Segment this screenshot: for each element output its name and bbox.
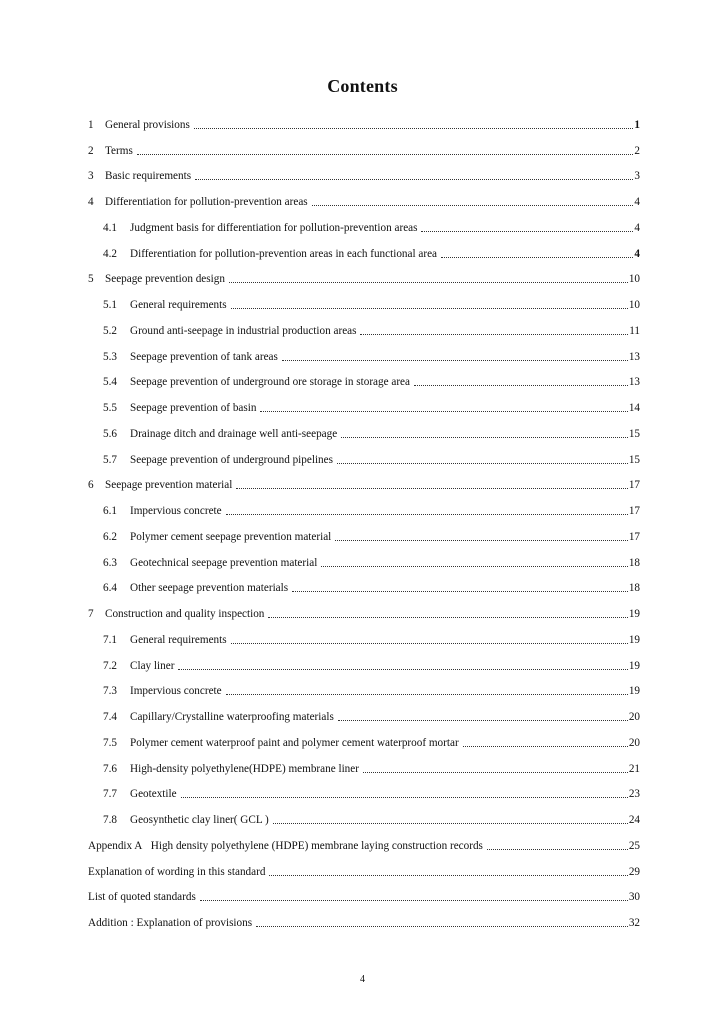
toc-entry-page: 13 [628, 350, 640, 363]
toc-entry[interactable] [88, 158, 640, 184]
toc-entry-page: 20 [628, 711, 640, 723]
toc-entry-label: Differentiation for pollution-prevention areas [105, 196, 308, 208]
dot-leader [178, 669, 627, 670]
toc-entry[interactable] [88, 312, 640, 338]
toc-entry[interactable] [88, 879, 640, 905]
toc-entry-label: Seepage prevention of underground ore storage in storage area [130, 376, 410, 389]
toc-entry-page: 11 [629, 324, 640, 337]
toc-entry-label: Drainage ditch and drainage well anti-seepage [130, 427, 338, 440]
toc-entry-label: High-density polyethylene(HDPE) membrane liner [130, 762, 359, 775]
table-of-contents [88, 106, 640, 930]
toc-entry[interactable] [88, 853, 640, 879]
toc-entry-page: 17 [628, 479, 640, 492]
toc-entry-page: 19 [628, 633, 640, 646]
dot-leader [414, 385, 628, 386]
toc-entry[interactable] [88, 724, 640, 750]
toc-entry[interactable] [88, 595, 640, 621]
toc-entry-page: 13 [628, 376, 640, 389]
toc-entry-number: 4 [88, 196, 94, 208]
toc-entry-page: 15 [628, 453, 640, 466]
dot-leader [363, 772, 628, 773]
toc-entry-page: 14 [628, 402, 640, 414]
dot-leader [338, 720, 628, 721]
dot-leader [273, 823, 628, 824]
toc-entry-label: Seepage prevention of basin [130, 402, 257, 414]
toc-entry-page: 32 [628, 917, 640, 929]
toc-entry[interactable] [88, 106, 640, 132]
dot-leader [268, 617, 627, 618]
toc-entry-label: Polymer cement seepage prevention material [130, 530, 332, 543]
toc-entry[interactable] [88, 364, 640, 390]
toc-entry[interactable] [88, 235, 640, 261]
toc-entry[interactable] [88, 750, 640, 776]
toc-entry[interactable] [88, 673, 640, 699]
dot-leader [194, 128, 634, 129]
dot-leader [231, 643, 628, 644]
dot-leader [421, 231, 633, 232]
dot-leader [195, 179, 633, 180]
toc-entry-page: 10 [628, 299, 640, 311]
toc-entry-label: Differentiation for pollution-prevention areas in each functional area [130, 247, 438, 260]
toc-entry-label: Clay liner [130, 659, 175, 672]
toc-entry-page: 4 [634, 221, 640, 234]
toc-entry-label: Seepage prevention material [105, 479, 233, 492]
dot-leader [441, 257, 633, 258]
toc-entry-label: Geosynthetic clay liner( GCL ) [130, 814, 269, 826]
toc-entry-page: 4 [634, 247, 640, 260]
toc-entry-label: Impervious concrete [130, 505, 222, 517]
toc-entry-label: Basic requirements [105, 170, 192, 183]
toc-entry[interactable] [88, 544, 640, 570]
dot-leader [137, 154, 634, 155]
dot-leader [337, 463, 628, 464]
toc-entry-label: Judgment basis for differentiation for pollution-prevention areas [130, 221, 418, 234]
toc-entry[interactable] [88, 209, 640, 235]
toc-entry-page: 30 [628, 891, 640, 904]
page-number: 4 [360, 974, 365, 985]
toc-entry-label: Geotechnical seepage prevention material [130, 556, 318, 569]
page-title: Contents [327, 76, 398, 96]
toc-entry-page: 1 [634, 118, 640, 131]
toc-entry-number: 6.2 [103, 530, 117, 543]
dot-leader [360, 334, 628, 335]
toc-entry-page: 19 [628, 608, 640, 620]
toc-entry-number: 3 [88, 170, 94, 183]
toc-entry[interactable] [88, 492, 640, 518]
toc-entry-label: Appendix A High density polyethylene (HDPE) membrane laying construction records [88, 839, 483, 852]
toc-entry-number: 6.1 [103, 505, 117, 517]
toc-entry-label: Construction and quality inspection [105, 608, 265, 620]
toc-entry[interactable] [88, 132, 640, 158]
toc-entry[interactable] [88, 286, 640, 312]
toc-entry-label: Terms [105, 144, 133, 157]
toc-entry[interactable] [88, 338, 640, 364]
toc-entry-label: Addition : Explanation of provisions [88, 917, 253, 929]
toc-entry-number: 1 [88, 118, 94, 131]
toc-entry-number: 7.6 [103, 762, 117, 775]
toc-entry-number: 7.2 [103, 659, 117, 672]
toc-entry-label: Ground anti-seepage in industrial production areas [130, 324, 357, 337]
toc-entry-number: 5.3 [103, 350, 117, 363]
toc-entry-page: 2 [634, 144, 640, 157]
toc-entry-page: 3 [634, 170, 640, 183]
toc-entry-page: 4 [634, 196, 640, 208]
toc-entry-number: 5.7 [103, 453, 117, 466]
toc-entry-page: 17 [628, 505, 640, 517]
toc-entry-number: 5.4 [103, 376, 117, 389]
toc-entry-number: 5.1 [103, 299, 117, 311]
toc-entry-page: 20 [628, 736, 640, 749]
toc-entry[interactable] [88, 647, 640, 673]
toc-entry-page: 29 [628, 865, 640, 878]
toc-entry-number: 7.4 [103, 711, 117, 723]
toc-entry-label: Polymer cement waterproof paint and polymer cement waterproof mortar [130, 736, 459, 749]
toc-entry-label: General requirements [130, 299, 227, 311]
toc-entry-number: 6.3 [103, 556, 117, 569]
toc-entry-number: 6.4 [103, 582, 117, 595]
dot-leader [181, 797, 628, 798]
toc-entry-page: 24 [628, 814, 640, 826]
toc-entry-number: 7.8 [103, 814, 117, 826]
dot-leader [226, 514, 628, 515]
toc-entry-label: Other seepage prevention materials [130, 582, 289, 595]
toc-entry[interactable] [88, 518, 640, 544]
dot-leader [260, 411, 627, 412]
toc-entry-label: Seepage prevention of underground pipelines [130, 453, 333, 466]
dot-leader [321, 566, 628, 567]
dot-leader [341, 437, 628, 438]
toc-entry-number: 2 [88, 144, 94, 157]
toc-entry-label: Capillary/Crystalline waterproofing materials [130, 711, 334, 723]
toc-entry-number: 7.3 [103, 685, 117, 698]
toc-entry[interactable] [88, 776, 640, 802]
toc-entry-page: 17 [628, 530, 640, 543]
dot-leader [463, 746, 628, 747]
toc-entry-number: 7.7 [103, 788, 117, 801]
toc-entry-page: 18 [628, 556, 640, 569]
toc-entry[interactable] [88, 801, 640, 827]
toc-entry-number: 5.5 [103, 402, 117, 414]
dot-leader [256, 926, 628, 927]
toc-entry[interactable] [88, 467, 640, 493]
toc-entry-page: 19 [628, 659, 640, 672]
toc-entry-label: Geotextile [130, 788, 177, 801]
dot-leader [236, 488, 627, 489]
toc-entry-page: 18 [628, 582, 640, 595]
toc-entry-page: 15 [628, 427, 640, 440]
dot-leader [487, 849, 628, 850]
toc-entry-page: 25 [628, 839, 640, 852]
toc-entry[interactable] [88, 570, 640, 596]
toc-entry-label: General provisions [105, 118, 190, 131]
dot-leader [335, 540, 628, 541]
toc-entry-number: 5.2 [103, 324, 117, 337]
toc-entry-label: Explanation of wording in this standard [88, 865, 266, 878]
toc-entry[interactable] [88, 904, 640, 930]
toc-entry-number: 7.1 [103, 633, 117, 646]
dot-leader [292, 591, 628, 592]
dot-leader [229, 282, 628, 283]
dot-leader [231, 308, 628, 309]
toc-entry-number: 7 [88, 608, 94, 620]
toc-entry-label: Impervious concrete [130, 685, 222, 698]
toc-entry-label: List of quoted standards [88, 891, 196, 904]
toc-entry-number: 5 [88, 273, 94, 286]
toc-entry[interactable] [88, 415, 640, 441]
toc-entry[interactable] [88, 261, 640, 287]
toc-entry-number: 5.6 [103, 427, 117, 440]
toc-entry[interactable] [88, 183, 640, 209]
dot-leader [312, 205, 634, 206]
toc-entry[interactable] [88, 621, 640, 647]
toc-entry-page: 10 [628, 273, 640, 286]
toc-entry[interactable] [88, 389, 640, 415]
dot-leader [269, 875, 627, 876]
toc-entry-number: 4.2 [103, 247, 117, 260]
toc-entry-page: 23 [628, 788, 640, 801]
toc-entry[interactable] [88, 698, 640, 724]
dot-leader [200, 900, 628, 901]
toc-entry-label: Seepage prevention design [105, 273, 225, 286]
toc-entry-page: 19 [628, 685, 640, 698]
dot-leader [282, 360, 628, 361]
toc-entry-label: General requirements [130, 633, 227, 646]
toc-entry-number: 6 [88, 479, 94, 492]
toc-entry-label: Seepage prevention of tank areas [130, 350, 278, 363]
toc-entry[interactable] [88, 827, 640, 853]
toc-entry-page: 21 [628, 762, 640, 775]
toc-entry-number: 4.1 [103, 221, 117, 234]
dot-leader [226, 694, 628, 695]
toc-entry-number: 7.5 [103, 736, 117, 749]
toc-entry[interactable] [88, 441, 640, 467]
